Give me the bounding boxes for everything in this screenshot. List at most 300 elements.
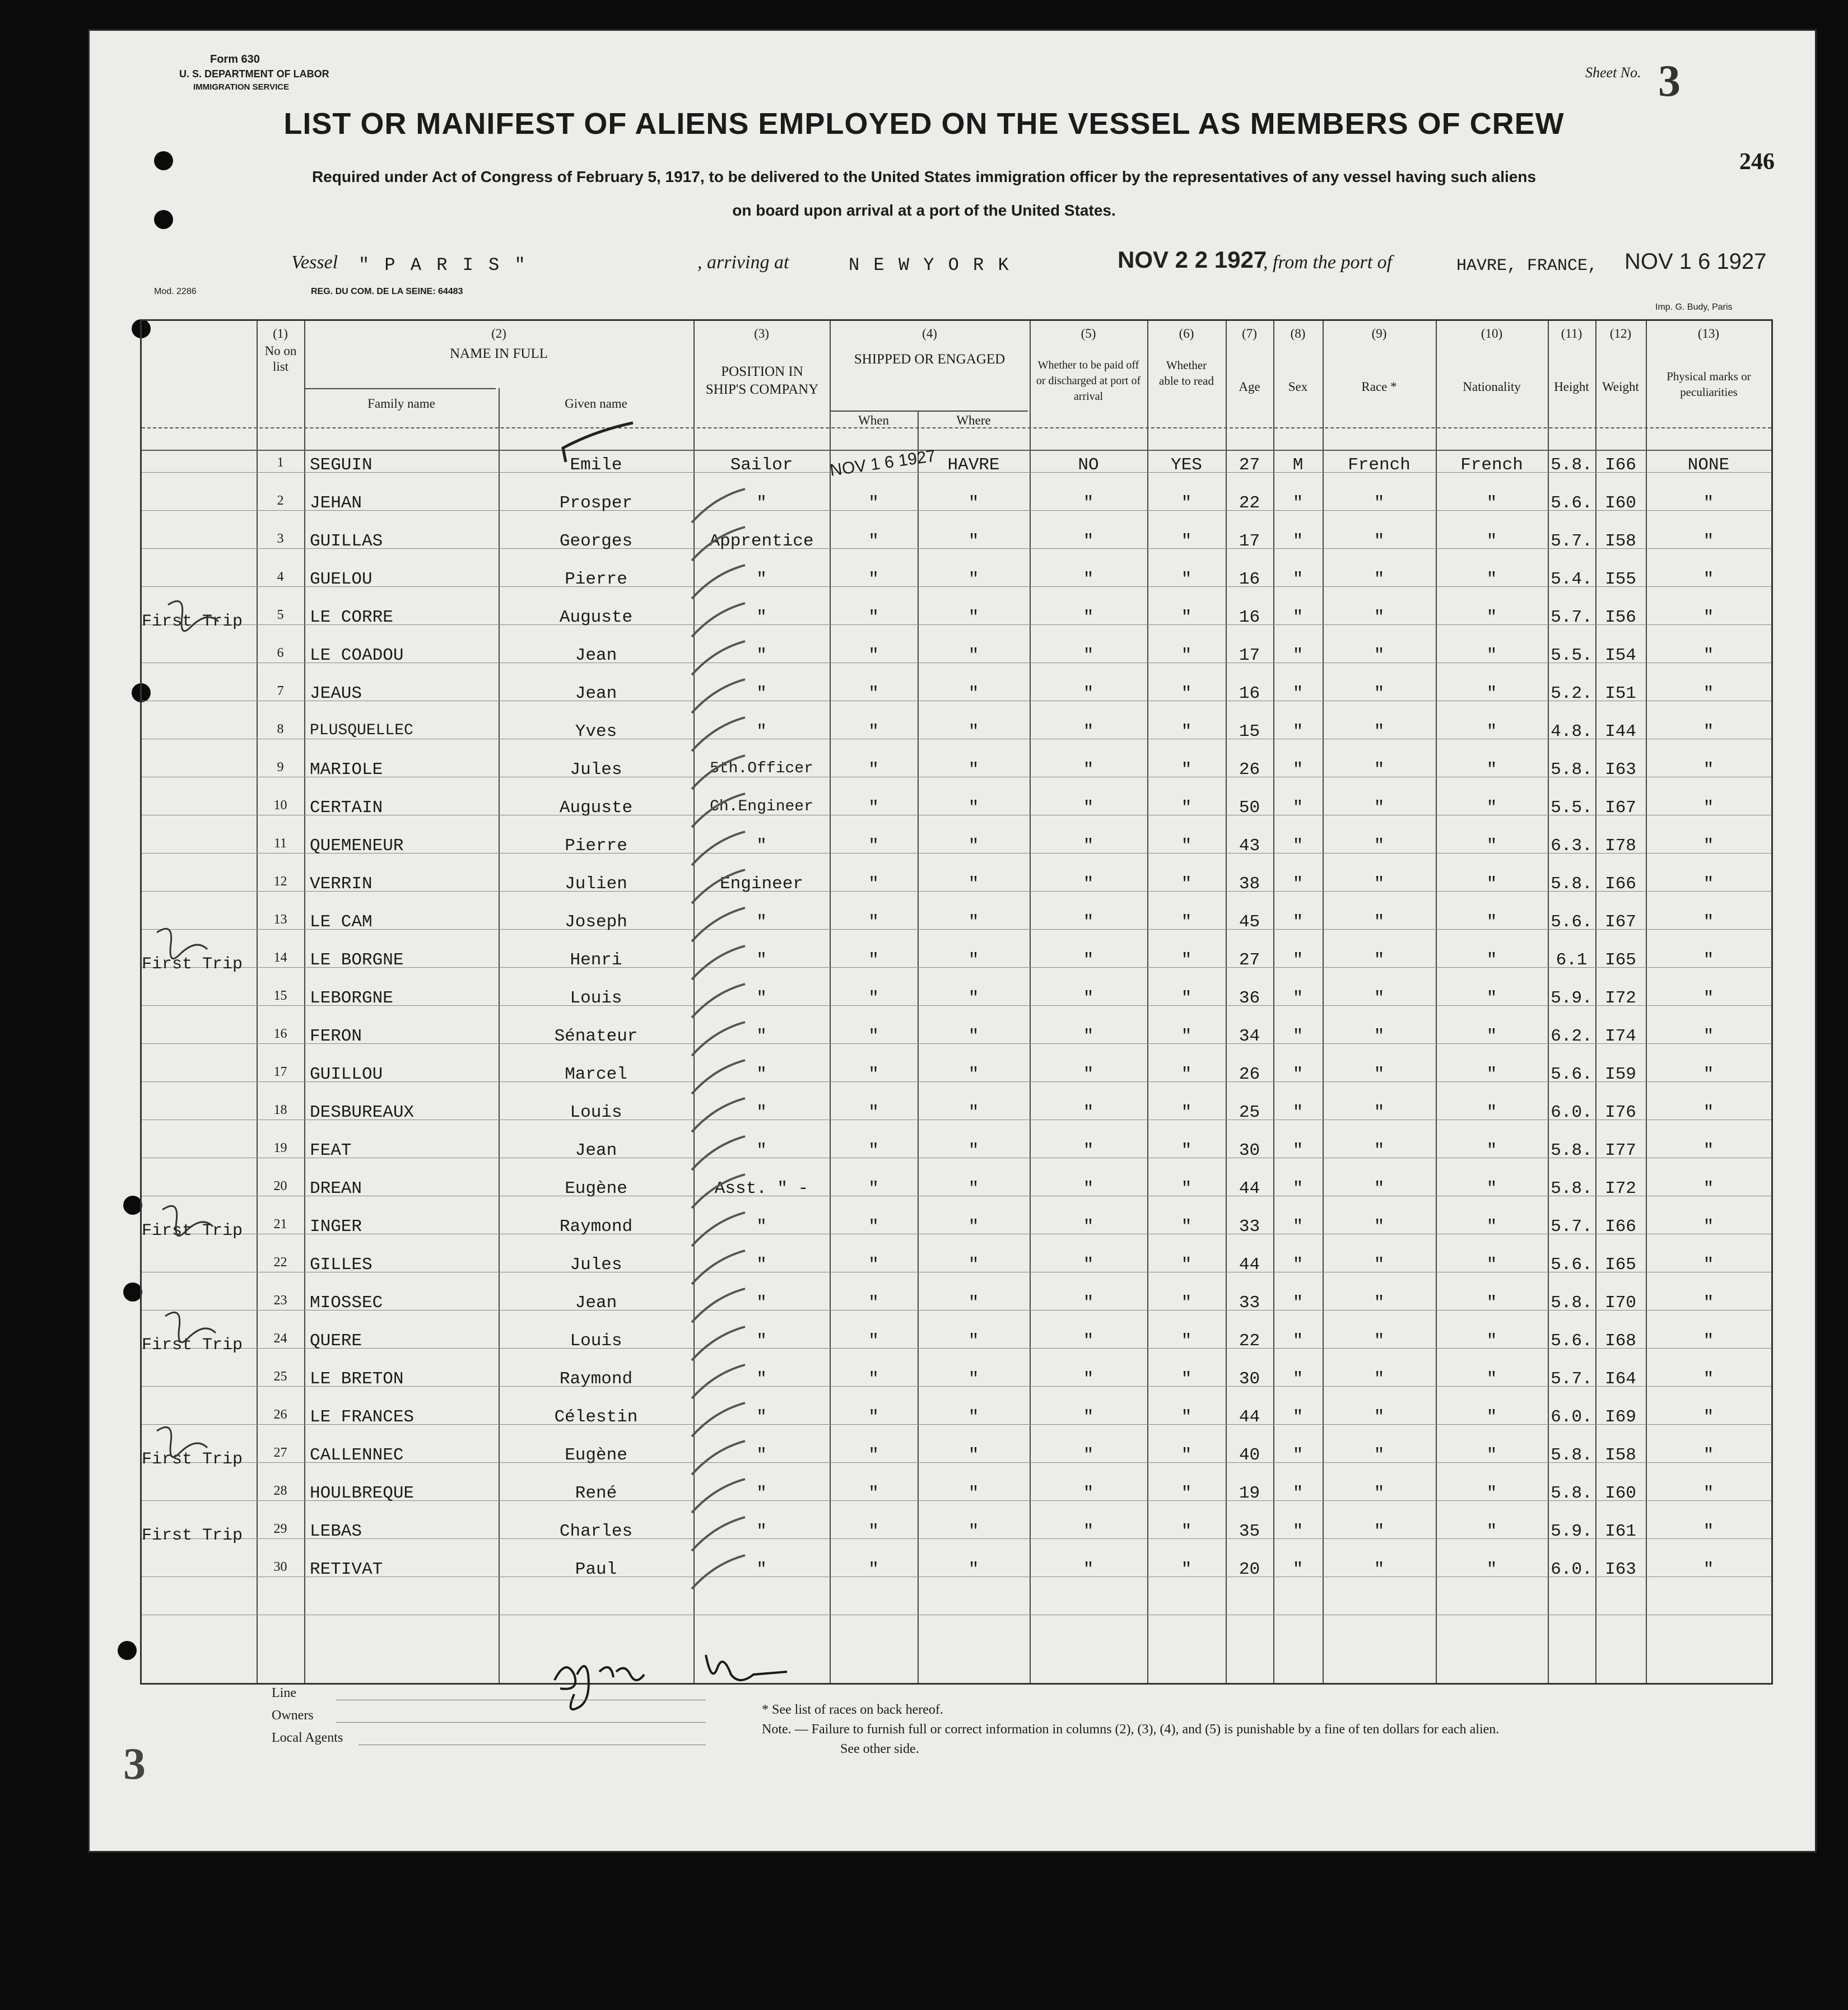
col-10-number: (10) bbox=[1481, 327, 1503, 341]
cell-family: QUERE bbox=[310, 1331, 362, 1351]
cell-nat: " bbox=[1486, 646, 1497, 665]
cell-sex: " bbox=[1292, 1369, 1304, 1389]
cell-paid: " bbox=[1083, 1217, 1094, 1237]
tick-mark bbox=[692, 1060, 745, 1094]
cell-age: 33 bbox=[1239, 1217, 1260, 1237]
cell-weight: I60 bbox=[1605, 1484, 1636, 1503]
cell-paid: " bbox=[1083, 1522, 1094, 1541]
cell-read: " bbox=[1181, 1103, 1192, 1122]
cell-race: French bbox=[1348, 455, 1411, 475]
cell-nat: " bbox=[1486, 1369, 1497, 1389]
cell-age: 16 bbox=[1239, 570, 1260, 589]
cell-position: Engineer bbox=[720, 874, 803, 894]
cell-age: 26 bbox=[1239, 1065, 1260, 1084]
cell-no: 8 bbox=[277, 722, 284, 736]
col-4-where-label: Where bbox=[956, 413, 991, 427]
cell-age: 35 bbox=[1239, 1522, 1260, 1541]
page-number: 246 bbox=[1739, 149, 1775, 175]
cell-height: 5.9. bbox=[1551, 988, 1593, 1008]
cell-age: 43 bbox=[1239, 836, 1260, 856]
cell-sex: " bbox=[1292, 1293, 1304, 1313]
cell-given: Jean bbox=[575, 1141, 617, 1160]
cell-height: 5.8. bbox=[1551, 1445, 1593, 1465]
tick-mark bbox=[692, 946, 745, 980]
col-6-label: Whether able to read bbox=[1159, 358, 1214, 388]
tick-mark bbox=[692, 1365, 745, 1398]
cell-when: " bbox=[868, 1141, 879, 1160]
cell-family: PLUSQUELLEC bbox=[310, 722, 413, 739]
cell-no: 9 bbox=[277, 760, 284, 775]
cell-race: " bbox=[1374, 1369, 1385, 1389]
cell-weight: I60 bbox=[1605, 493, 1636, 513]
cell-when: " bbox=[868, 1560, 879, 1579]
cell-marks: " bbox=[1703, 493, 1714, 513]
cell-height: 6.1 bbox=[1556, 950, 1588, 970]
cell-when: " bbox=[868, 1217, 879, 1237]
cell-height: 5.5. bbox=[1551, 646, 1593, 665]
cell-no: 15 bbox=[273, 988, 287, 1003]
cell-given: Louis bbox=[570, 1103, 622, 1122]
examiner-initials bbox=[157, 601, 218, 1457]
tick-mark bbox=[692, 984, 745, 1018]
cell-weight: I63 bbox=[1605, 1560, 1636, 1579]
cell-given: Raymond bbox=[559, 1217, 633, 1237]
cell-race: " bbox=[1374, 1407, 1385, 1427]
cell-read: " bbox=[1181, 836, 1192, 856]
cell-position: " bbox=[756, 1293, 767, 1313]
cell-race: " bbox=[1374, 1103, 1385, 1122]
cell-where: " bbox=[968, 1027, 979, 1046]
cell-position: " bbox=[756, 1065, 767, 1084]
cell-weight: I54 bbox=[1605, 646, 1636, 665]
cell-where: " bbox=[968, 1560, 979, 1579]
races-note: * See list of races on back hereof. bbox=[762, 1703, 943, 1717]
cell-where: " bbox=[968, 1445, 979, 1465]
cell-no: 5 bbox=[277, 608, 284, 622]
col-2-given-label: Given name bbox=[565, 397, 627, 411]
cell-weight: I69 bbox=[1605, 1407, 1636, 1427]
cell-read: " bbox=[1181, 1407, 1192, 1427]
cell-given: Jean bbox=[575, 684, 617, 703]
tick-mark bbox=[692, 1289, 745, 1322]
cell-paid: " bbox=[1083, 1560, 1094, 1579]
cell-nat: " bbox=[1486, 1331, 1497, 1351]
cell-marks: " bbox=[1703, 1522, 1714, 1541]
tick-mark bbox=[692, 1327, 745, 1360]
cell-nat: " bbox=[1486, 874, 1497, 894]
cell-read: " bbox=[1181, 684, 1192, 703]
col-4-label: SHIPPED OR ENGAGED bbox=[854, 352, 1006, 367]
cell-race: " bbox=[1374, 1331, 1385, 1351]
cell-where: " bbox=[968, 1369, 979, 1389]
col-4-number: (4) bbox=[922, 327, 937, 341]
service: IMMIGRATION SERVICE bbox=[193, 82, 290, 92]
cell-family: JEHAN bbox=[310, 493, 362, 513]
cell-where: " bbox=[968, 493, 979, 513]
cell-when: " bbox=[868, 1293, 879, 1313]
col-10-label: Nationality bbox=[1463, 380, 1521, 394]
tick-mark bbox=[692, 641, 745, 675]
cell-nat: " bbox=[1486, 836, 1497, 856]
handwritten-check-mark bbox=[563, 423, 633, 462]
cell-nat: " bbox=[1486, 722, 1497, 741]
cell-race: " bbox=[1374, 950, 1385, 970]
cell-where: " bbox=[968, 1217, 979, 1237]
cell-given: Pierre bbox=[565, 570, 627, 589]
cell-given: René bbox=[575, 1484, 617, 1503]
cell-race: " bbox=[1374, 1141, 1385, 1160]
cell-family: LEBAS bbox=[310, 1522, 362, 1541]
cell-marks: " bbox=[1703, 570, 1714, 589]
cell-where: " bbox=[968, 1179, 979, 1198]
cell-read: " bbox=[1181, 1141, 1192, 1160]
tick-mark bbox=[692, 908, 745, 941]
tick-mark bbox=[692, 717, 745, 751]
cell-paid: " bbox=[1083, 760, 1094, 780]
cell-age: 30 bbox=[1239, 1141, 1260, 1160]
cell-where: " bbox=[968, 798, 979, 818]
cell-nat: " bbox=[1486, 1484, 1497, 1503]
cell-sex: " bbox=[1292, 1141, 1304, 1160]
cell-where: " bbox=[968, 684, 979, 703]
tick-mark bbox=[692, 679, 745, 713]
cell-where: " bbox=[968, 608, 979, 627]
cell-marks: " bbox=[1703, 874, 1714, 894]
cell-given: Paul bbox=[575, 1560, 617, 1579]
cell-where: HAVRE bbox=[947, 455, 1000, 475]
cell-where: " bbox=[968, 1293, 979, 1313]
cell-nat: " bbox=[1486, 912, 1497, 932]
cell-sex: " bbox=[1292, 874, 1304, 894]
cell-family: QUEMENEUR bbox=[310, 836, 404, 856]
cell-marks: " bbox=[1703, 531, 1714, 551]
cell-given: Eugène bbox=[565, 1445, 627, 1465]
cell-no: 23 bbox=[273, 1293, 287, 1308]
cell-nat: " bbox=[1486, 1103, 1497, 1122]
cell-race: " bbox=[1374, 493, 1385, 513]
cell-age: 25 bbox=[1239, 1103, 1260, 1122]
cell-position: " bbox=[756, 1522, 767, 1541]
cell-sex: " bbox=[1292, 950, 1304, 970]
subtitle-line-2: on board upon arrival at a port of the United States. bbox=[732, 202, 1116, 219]
cell-sex: " bbox=[1292, 1065, 1304, 1084]
cell-weight: I66 bbox=[1605, 874, 1636, 894]
sheet-number: 3 bbox=[1658, 57, 1681, 106]
cell-given: Auguste bbox=[559, 608, 633, 627]
cell-nat: " bbox=[1486, 798, 1497, 818]
cell-read: YES bbox=[1171, 455, 1202, 475]
cell-age: 27 bbox=[1239, 455, 1260, 475]
tick-mark bbox=[692, 832, 745, 865]
cell-sex: " bbox=[1292, 531, 1304, 551]
cell-no: 21 bbox=[273, 1217, 287, 1232]
cell-sex: " bbox=[1292, 570, 1304, 589]
cell-age: 30 bbox=[1239, 1369, 1260, 1389]
cell-weight: I70 bbox=[1605, 1293, 1636, 1313]
cell-height: 5.9. bbox=[1551, 1522, 1593, 1541]
arriving-label: , arriving at bbox=[697, 252, 789, 273]
cell-read: " bbox=[1181, 1522, 1192, 1541]
cell-when: " bbox=[868, 836, 879, 856]
cell-marks: " bbox=[1703, 1369, 1714, 1389]
footer-owners-label: Owners bbox=[272, 1708, 314, 1723]
first-trip-note: First Trip bbox=[141, 1526, 243, 1545]
cell-paid: " bbox=[1083, 1369, 1094, 1389]
cell-sex: " bbox=[1292, 1407, 1304, 1427]
cell-given: Louis bbox=[570, 1331, 622, 1351]
cell-nat: " bbox=[1486, 1407, 1497, 1427]
cell-marks: " bbox=[1703, 836, 1714, 856]
cell-family: RETIVAT bbox=[310, 1560, 383, 1579]
cell-weight: I56 bbox=[1605, 608, 1636, 627]
cell-given: Marcel bbox=[565, 1065, 627, 1084]
printer-mark: Imp. G. Budy, Paris bbox=[1655, 302, 1733, 312]
cell-when: " bbox=[868, 1103, 879, 1122]
cell-where: " bbox=[968, 570, 979, 589]
cell-read: " bbox=[1181, 1293, 1192, 1313]
cell-age: 44 bbox=[1239, 1255, 1260, 1275]
cell-position: " bbox=[756, 988, 767, 1008]
officer-signature bbox=[555, 1655, 787, 1709]
cell-height: 5.6. bbox=[1551, 493, 1593, 513]
col-5-label: Whether to be paid off or discharged at port of arrival bbox=[1036, 359, 1141, 403]
cell-family: INGER bbox=[310, 1217, 362, 1237]
cell-read: " bbox=[1181, 760, 1192, 780]
cell-weight: I78 bbox=[1605, 836, 1636, 856]
cell-paid: " bbox=[1083, 608, 1094, 627]
cell-race: " bbox=[1374, 1484, 1385, 1503]
cell-height: 5.6. bbox=[1551, 912, 1593, 932]
cell-nat: " bbox=[1486, 1027, 1497, 1046]
cell-position: " bbox=[756, 1027, 767, 1046]
tick-mark bbox=[692, 1022, 745, 1056]
cell-paid: " bbox=[1083, 1141, 1094, 1160]
cell-position: " bbox=[756, 1445, 767, 1465]
subtitle-line-1: Required under Act of Congress of February 5, 1917, to be delivered to the United States immigration officer by the representatives of any vessel having such aliens bbox=[311, 168, 1537, 185]
cell-family: FERON bbox=[310, 1027, 362, 1046]
cell-paid: " bbox=[1083, 836, 1094, 856]
cell-race: " bbox=[1374, 836, 1385, 856]
arrival-port: N E W Y O R K bbox=[849, 255, 1011, 276]
cell-position: " bbox=[756, 684, 767, 703]
cell-marks: NONE bbox=[1687, 455, 1730, 475]
cell-paid: " bbox=[1083, 1179, 1094, 1198]
col-11-label: Height bbox=[1554, 380, 1589, 394]
cell-weight: I51 bbox=[1605, 684, 1636, 703]
tick-mark bbox=[692, 1098, 745, 1132]
department: U. S. DEPARTMENT OF LABOR bbox=[179, 68, 329, 80]
cell-where: " bbox=[968, 722, 979, 741]
cell-family: JEAUS bbox=[310, 684, 362, 703]
cell-race: " bbox=[1374, 722, 1385, 741]
cell-no: 29 bbox=[273, 1522, 287, 1536]
cell-sex: " bbox=[1292, 646, 1304, 665]
cell-paid: " bbox=[1083, 1103, 1094, 1122]
cell-height: 5.7. bbox=[1551, 1369, 1593, 1389]
cell-weight: I55 bbox=[1605, 570, 1636, 589]
position-tick-marks bbox=[692, 489, 745, 1589]
tick-mark bbox=[692, 603, 745, 637]
cell-no: 4 bbox=[277, 570, 284, 584]
col-7-number: (7) bbox=[1242, 327, 1257, 341]
cell-weight: I68 bbox=[1605, 1331, 1636, 1351]
penalty-note: Note. — Failure to furnish full or correct information in columns (2), (3), (4), and (5) is punishable by a fine of ten dollars for each alien. bbox=[762, 1722, 1500, 1737]
cell-nat: " bbox=[1486, 760, 1497, 780]
cell-read: " bbox=[1181, 950, 1192, 970]
first-trip-note: First Trip bbox=[141, 1221, 243, 1240]
cell-paid: " bbox=[1083, 1484, 1094, 1503]
cell-weight: I64 bbox=[1605, 1369, 1636, 1389]
cell-sex: M bbox=[1292, 455, 1304, 475]
cell-age: 19 bbox=[1239, 1484, 1260, 1503]
cell-race: " bbox=[1374, 1027, 1385, 1046]
vessel-label: Vessel bbox=[291, 252, 338, 273]
cell-position: " bbox=[756, 1331, 767, 1351]
cell-age: 22 bbox=[1239, 493, 1260, 513]
cell-position: " bbox=[756, 912, 767, 932]
cell-position: " bbox=[756, 1484, 767, 1503]
cell-where: " bbox=[968, 1484, 979, 1503]
cell-sex: " bbox=[1292, 760, 1304, 780]
first-trip-note: First Trip bbox=[141, 955, 243, 974]
cell-paid: " bbox=[1083, 722, 1094, 741]
col-1-label: No on list bbox=[264, 344, 297, 374]
cell-given: Jules bbox=[570, 760, 622, 780]
col-12-label: Weight bbox=[1602, 380, 1639, 394]
cell-read: " bbox=[1181, 988, 1192, 1008]
footer-line-label: Line bbox=[272, 1686, 296, 1700]
cell-age: 40 bbox=[1239, 1445, 1260, 1465]
cell-family: GUELOU bbox=[310, 570, 373, 589]
cell-read: " bbox=[1181, 1369, 1192, 1389]
cell-when: " bbox=[868, 798, 879, 818]
cell-height: 6.0. bbox=[1551, 1407, 1593, 1427]
cell-family: LEBORGNE bbox=[310, 988, 393, 1008]
cell-position: " bbox=[756, 1103, 767, 1122]
cell-paid: " bbox=[1083, 1407, 1094, 1427]
cell-position: 5th.Officer bbox=[710, 760, 813, 777]
cell-given: Yves bbox=[575, 722, 617, 741]
cell-nat: " bbox=[1486, 1293, 1497, 1313]
cell-paid: " bbox=[1083, 1293, 1094, 1313]
cell-sex: " bbox=[1292, 1560, 1304, 1579]
cell-race: " bbox=[1374, 1445, 1385, 1465]
cell-age: 26 bbox=[1239, 760, 1260, 780]
cell-family: LE CAM bbox=[310, 912, 373, 932]
cell-marks: " bbox=[1703, 722, 1714, 741]
cell-weight: I59 bbox=[1605, 1065, 1636, 1084]
first-trip-note: First Trip bbox=[141, 1450, 243, 1469]
cell-age: 36 bbox=[1239, 988, 1260, 1008]
cell-age: 17 bbox=[1239, 646, 1260, 665]
cell-age: 33 bbox=[1239, 1293, 1260, 1313]
cell-nat: " bbox=[1486, 1065, 1497, 1084]
cell-nat: " bbox=[1486, 531, 1497, 551]
cell-age: 22 bbox=[1239, 1331, 1260, 1351]
tick-mark bbox=[692, 1251, 745, 1284]
cell-when: " bbox=[868, 646, 879, 665]
col-8-label: Sex bbox=[1288, 380, 1308, 394]
cell-sex: " bbox=[1292, 912, 1304, 932]
cell-age: 38 bbox=[1239, 874, 1260, 894]
cell-no: 11 bbox=[273, 836, 287, 851]
cell-weight: I58 bbox=[1605, 531, 1636, 551]
cell-sex: " bbox=[1292, 1331, 1304, 1351]
cell-weight: I74 bbox=[1605, 1027, 1636, 1046]
tick-mark bbox=[692, 870, 745, 903]
cell-family: CERTAIN bbox=[310, 798, 383, 818]
cell-paid: " bbox=[1083, 646, 1094, 665]
cell-paid: " bbox=[1083, 988, 1094, 1008]
cell-given: Emile bbox=[570, 455, 622, 475]
cell-no: 7 bbox=[277, 684, 284, 698]
cell-read: " bbox=[1181, 608, 1192, 627]
cell-age: 16 bbox=[1239, 684, 1260, 703]
cell-age: 45 bbox=[1239, 912, 1260, 932]
cell-no: 12 bbox=[273, 874, 287, 889]
cell-where: " bbox=[968, 646, 979, 665]
cell-where: " bbox=[968, 1407, 979, 1427]
vessel-name: " P A R I S " bbox=[359, 255, 528, 276]
footer-agents-label: Local Agents bbox=[272, 1731, 343, 1745]
page-title: LIST OR MANIFEST OF ALIENS EMPLOYED ON THE VESSEL AS MEMBERS OF CREW bbox=[283, 107, 1565, 141]
cell-no: 22 bbox=[273, 1255, 287, 1270]
cell-sex: " bbox=[1292, 722, 1304, 741]
mod-number: Mod. 2286 bbox=[154, 287, 197, 296]
col-13-number: (13) bbox=[1697, 327, 1720, 341]
cell-marks: " bbox=[1703, 1407, 1714, 1427]
cell-race: " bbox=[1374, 1560, 1385, 1579]
cell-given: Joseph bbox=[565, 912, 627, 932]
cell-height: 6.0. bbox=[1551, 1103, 1593, 1122]
cell-paid: " bbox=[1083, 684, 1094, 703]
cell-family: GILLES bbox=[310, 1255, 373, 1275]
cell-family: HOULBREQUE bbox=[310, 1484, 415, 1503]
cell-paid: " bbox=[1083, 874, 1094, 894]
cell-weight: I67 bbox=[1605, 912, 1636, 932]
cell-family: GUILLAS bbox=[310, 531, 383, 551]
cell-when: NOV 1 6 1927 bbox=[828, 446, 937, 480]
cell-paid: " bbox=[1083, 1027, 1094, 1046]
cell-weight: I61 bbox=[1605, 1522, 1636, 1541]
cell-no: 10 bbox=[273, 798, 287, 813]
cell-position: " bbox=[756, 646, 767, 665]
cell-given: Auguste bbox=[559, 798, 633, 818]
col-1-number: (1) bbox=[273, 327, 288, 341]
cell-marks: " bbox=[1703, 1331, 1714, 1351]
cell-race: " bbox=[1374, 608, 1385, 627]
cell-sex: " bbox=[1292, 1217, 1304, 1237]
cell-race: " bbox=[1374, 798, 1385, 818]
cell-when: " bbox=[868, 1179, 879, 1198]
cell-nat: " bbox=[1486, 1217, 1497, 1237]
cell-height: 5.8. bbox=[1551, 1484, 1593, 1503]
cell-paid: " bbox=[1083, 798, 1094, 818]
cell-read: " bbox=[1181, 493, 1192, 513]
cell-sex: " bbox=[1292, 1445, 1304, 1465]
cell-age: 44 bbox=[1239, 1407, 1260, 1427]
cell-marks: " bbox=[1703, 912, 1714, 932]
from-port-label: , from the port of bbox=[1263, 252, 1393, 273]
cell-sex: " bbox=[1292, 1255, 1304, 1275]
cell-family: DREAN bbox=[310, 1179, 362, 1198]
registration: REG. DU COM. DE LA SEINE: 64483 bbox=[311, 287, 463, 296]
cell-given: Raymond bbox=[559, 1369, 633, 1389]
cell-height: 5.8. bbox=[1551, 1293, 1593, 1313]
cell-read: " bbox=[1181, 874, 1192, 894]
cell-read: " bbox=[1181, 531, 1192, 551]
cell-marks: " bbox=[1703, 1027, 1714, 1046]
